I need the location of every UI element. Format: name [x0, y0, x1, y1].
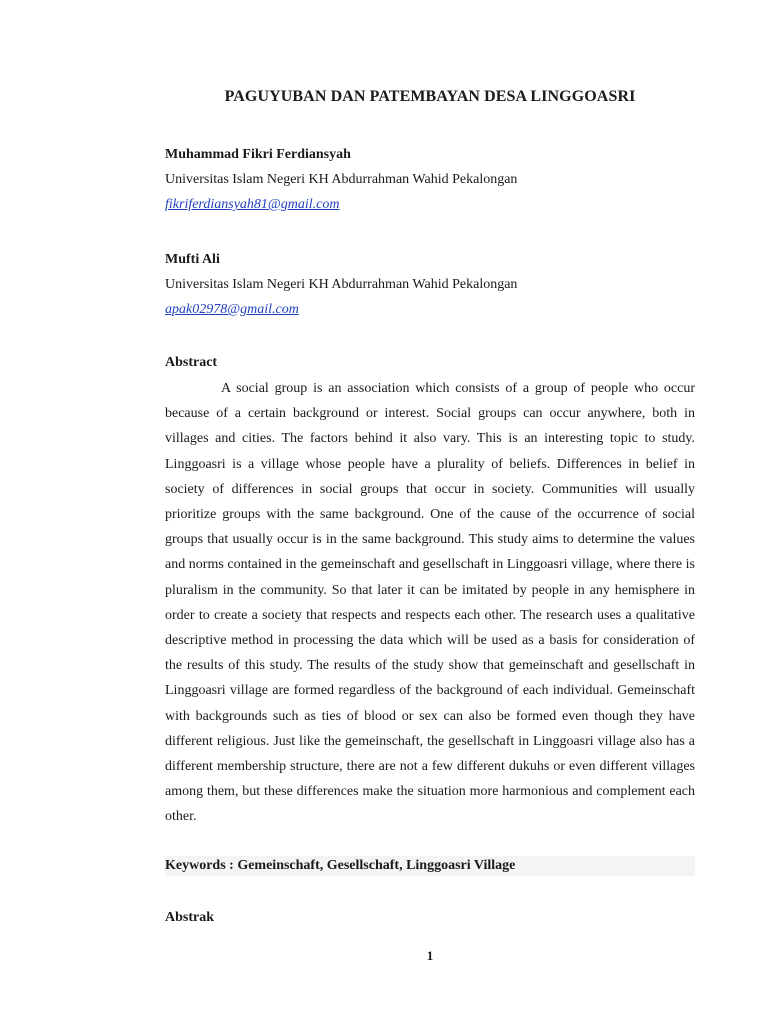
abstract-heading-block — [165, 350, 695, 375]
paper-title: PAGUYUBAN DAN PATEMBAYAN DESA LINGGOASRI — [224, 88, 636, 105]
abstrak-heading: Abstrak — [165, 910, 215, 925]
author-block-2 — [165, 247, 695, 322]
author-affiliation: Universitas Islam Negeri KH Abdurrahman Wahid Pekalongan — [165, 277, 518, 292]
author-affiliation: Universitas Islam Negeri KH Abdurrahman Wahid Pekalongan — [165, 172, 518, 187]
author-block-1 — [165, 142, 695, 217]
author-name: Mufti Ali — [165, 252, 220, 267]
author-email-link[interactable]: apak02978@gmail.com — [165, 302, 299, 317]
author-email-link[interactable]: fikriferdiansyah81@gmail.com — [165, 197, 340, 212]
author-name: Muhammad Fikri Ferdiansyah — [165, 147, 351, 162]
abstract-body: A social group is an association which consists of a group of people who occur because of a certain background or interest. Social groups can occur anywhere, both in villages and cities. The factors behind it also vary. This is an interesting topic to study. Linggoasri is a village whose people have a plurality of beliefs. Differences in belief in society of differences in social groups that occur in society. Communities will usually prioritize groups with the same background. One of the cause of the occurrence of social groups that usually occur is in the same background. This study aims to determine the values and norms contained in the gemeinschaft and gesellschaft in Linggoasri village, where there is pluralism in the community. So that later it can be imitated by people in any hemisphere in order to create a society that respects and respects each other. The research uses a qualitative descriptive method in processing the data which will be used as a basis for consideration of the results of this study. The results of the study show that gemeinschaft and gesellschaft in Linggoasri village are formed regardless of the background of each individual. Gemeinschaft with backgrounds such as ties of blood or sex can also be formed even though they have different religious. Just like the gemeinschaft, the gesellschaft in Linggoasri village also has a different membership structure, there are not a few different dukuhs or even different villages among them, but these differences make the situation more harmonious and complement each other. — [165, 381, 695, 825]
abstract-heading: Abstract — [165, 355, 218, 370]
abstrak-heading-block — [165, 905, 695, 930]
keywords-line: Keywords : Gemeinschaft, Gesellschaft, Linggoasri Village — [165, 856, 695, 876]
page-number: 1 — [426, 948, 434, 963]
